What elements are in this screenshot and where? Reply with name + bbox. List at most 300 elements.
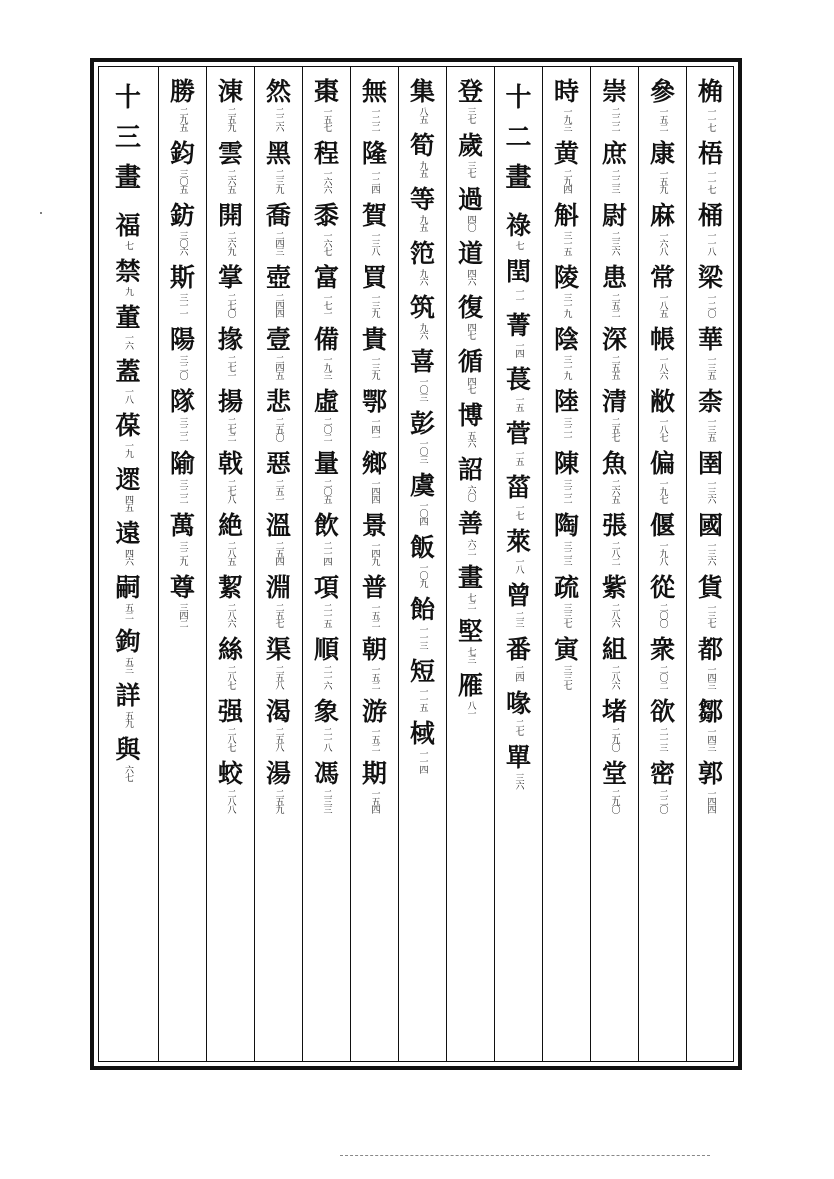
entry-page-number: 三一九 [561,355,572,379]
entry-page-number: 二五〇 [273,417,284,441]
index-entry [218,78,243,131]
index-entry [554,574,579,627]
entry-page-number: 二八五 [225,541,236,565]
entry-character: 隊 [169,387,195,416]
index-column-9 [302,66,350,1062]
index-entry [458,618,483,663]
index-entry [314,388,339,441]
entry-page-number: 二四三 [273,231,284,255]
index-entry [115,682,140,727]
entry-character: 博 [457,401,483,430]
entry-character: 壺 [265,263,291,292]
entry-character: 萇 [505,365,531,394]
entry-page-number: 九六 [417,269,428,285]
entry-page-number: 一五九 [657,169,668,193]
entry-page-number: 五九 [122,711,133,727]
entry-character: 國 [697,511,723,540]
entry-character: 掌 [217,263,243,292]
index-entry [314,326,339,379]
index-entry [410,348,435,401]
entry-character: 堵 [601,697,627,726]
entry-character: 崇 [601,77,627,106]
entry-page-number: 二四四 [273,293,284,317]
entry-character: 菑 [505,473,531,502]
entry-character: 庶 [601,139,627,168]
entry-character: 喙 [505,689,531,718]
entry-page-number: 一一五 [417,687,428,711]
index-entry [410,472,435,525]
index-entry [362,512,387,565]
entry-page-number: 三六 [513,773,524,789]
entry-page-number: 二三 [513,611,524,627]
entry-character: 涷 [217,77,243,106]
index-entry [266,450,291,503]
entry-character: 單 [505,743,531,772]
index-column-12 [158,66,206,1062]
entry-character: 葆 [115,411,141,440]
entry-character: 無 [361,77,387,106]
entry-page-number: 一三九 [369,293,380,317]
entry-character: 祿 [505,211,531,240]
entry-character: 時 [553,77,579,106]
entry-character: 黍 [313,201,339,230]
index-entry [410,78,435,123]
entry-character: 蛟 [217,759,243,788]
entry-character: 喬 [265,201,291,230]
entry-character: 善 [457,509,483,538]
index-entry [314,264,339,317]
entry-character: 偏 [649,449,675,478]
entry-page-number: 三二三 [561,541,572,565]
index-entry [362,326,387,379]
index-entry [506,582,531,627]
entry-page-number: 二七八 [225,479,236,503]
entry-character: 虛 [313,387,339,416]
entry-character: 普 [361,573,387,602]
index-entry [698,388,723,441]
index-entry [458,672,483,717]
index-entry [218,450,243,503]
entry-character: 寅 [553,635,579,664]
index-entry [266,574,291,627]
entry-page-number: 一五四 [369,789,380,813]
entry-character: 深 [601,325,627,354]
entry-character: 備 [313,325,339,354]
entry-page-number: 三二一 [561,417,572,441]
heading-char: 畫 [114,163,141,193]
index-entry [602,512,627,565]
entry-character: 陽 [169,325,195,354]
index-entry [506,474,531,519]
entry-page-number: 一七一 [321,293,332,317]
index-entry [218,512,243,565]
index-entry [698,140,723,193]
entry-page-number: 四七 [465,377,476,393]
entry-character: 馮 [313,759,339,788]
entry-character: 游 [361,697,387,726]
stroke-count-heading [115,78,141,198]
index-entry [554,326,579,379]
entry-page-number: 二九〇 [609,789,620,813]
entry-character: 麻 [649,201,675,230]
index-entry [170,78,195,131]
index-entry [266,202,291,255]
index-entry [506,744,531,789]
index-entry [458,78,483,123]
entry-character: 絲 [217,635,243,664]
entry-page-number: 一五二 [369,603,380,627]
entry-character: 萊 [505,527,531,556]
entry-character: 福 [115,211,141,240]
index-column-10 [254,66,302,1062]
index-entry [362,574,387,627]
entry-character: 短 [409,657,435,686]
entry-page-number: 一九 [122,441,133,457]
entry-page-number: 二三六 [609,231,620,255]
entry-page-number: 一四九 [369,541,380,565]
index-entry [170,264,195,317]
entry-page-number: 一五七 [321,107,332,131]
entry-page-number: 二二二 [609,107,620,131]
entry-character: 鄉 [361,449,387,478]
entry-page-number: 二八二 [609,541,620,565]
index-entry [218,574,243,627]
entry-page-number: 一三九 [369,355,380,379]
index-entry [698,450,723,503]
entry-page-number: 一六八 [657,231,668,255]
index-entry [506,366,531,411]
heading-char: 十 [114,83,141,113]
entry-page-number: 四七 [465,323,476,339]
entry-character: 鄒 [697,697,723,726]
entry-page-number: 一五二 [657,107,668,131]
entry-character: 登 [457,77,483,106]
entry-character: 喜 [409,347,435,376]
index-entry [362,78,387,131]
entry-character: 量 [313,449,339,478]
entry-character: 貴 [361,325,387,354]
entry-page-number: 三〇六 [177,231,188,255]
entry-page-number: 二五七 [273,603,284,627]
entry-character: 掾 [217,325,243,354]
entry-page-number: 六二 [465,539,476,555]
entry-page-number: 一一四 [417,749,428,773]
index-entry [115,212,140,249]
index-entry [650,512,675,565]
entry-character: 菁 [505,311,531,340]
entry-page-number: 一四三 [705,727,716,751]
index-entry [115,736,140,781]
index-entry [314,760,339,813]
entry-page-number: 八五 [417,107,428,123]
index-entry [602,574,627,627]
index-entry [506,312,531,357]
entry-character: 鄂 [361,387,387,416]
entry-character: 梁 [697,263,723,292]
entry-character: 溫 [265,511,291,540]
entry-character: 鈞 [169,139,195,168]
index-entry [554,512,579,565]
entry-character: 然 [265,77,291,106]
index-entry [266,760,291,813]
entry-character: 景 [361,511,387,540]
entry-character: 集 [409,77,435,106]
entry-page-number: 一一 [513,287,524,303]
index-entry [314,202,339,255]
index-entry [650,760,675,813]
entry-page-number: 二〇〇 [657,603,668,627]
index-entry [314,698,339,751]
index-entry [218,698,243,751]
entry-page-number: 一一八 [705,231,716,255]
entry-page-number: 二三三 [321,789,332,813]
entry-character: 筍 [409,131,435,160]
entry-page-number: 一四一 [369,417,380,441]
index-column-1 [686,66,734,1062]
scan-artifact-line [340,1155,710,1156]
index-entry [115,304,140,349]
heading-char: 三 [114,123,141,153]
entry-character: 循 [457,347,483,376]
entry-character: 彭 [409,409,435,438]
entry-page-number: 一八六 [657,355,668,379]
index-entry [266,698,291,751]
entry-page-number: 二八八 [225,789,236,813]
index-entry [698,512,723,565]
index-entry [554,388,579,441]
index-entry [554,264,579,317]
entry-character: 陰 [553,325,579,354]
entry-page-number: 一四四 [705,789,716,813]
index-entry [314,450,339,503]
entry-character: 貨 [697,573,723,602]
entry-character: 絶 [217,511,243,540]
index-entry [266,388,291,441]
index-entry [506,636,531,681]
entry-page-number: 三一五 [561,231,572,255]
entry-character: 嗣 [115,573,141,602]
entry-page-number: 一七 [513,503,524,519]
entry-character: 陳 [553,449,579,478]
index-entry [602,698,627,751]
entry-page-number: 二八七 [225,727,236,751]
entry-page-number: 四六 [122,549,133,565]
index-entry [362,760,387,813]
index-entry [362,202,387,255]
scan-speck [40,212,42,214]
entry-page-number: 一四三 [705,665,716,689]
entry-page-number: 一五二 [369,665,380,689]
index-entry [698,78,723,131]
index-entry [650,140,675,193]
entry-character: 張 [601,511,627,540]
index-entry [506,528,531,573]
index-entry [362,140,387,193]
entry-page-number: 二七 [513,719,524,735]
index-entry [115,574,140,619]
index-entry [410,410,435,463]
entry-character: 菅 [505,419,531,448]
index-entry [554,202,579,255]
entry-character: 鉤 [115,627,141,656]
entry-character: 魚 [601,449,627,478]
index-entry [218,140,243,193]
entry-character: 詳 [115,681,141,710]
entry-character: 疏 [553,573,579,602]
entry-character: 斛 [553,201,579,230]
index-entry [602,388,627,441]
entry-character: 組 [601,635,627,664]
index-entry [218,388,243,441]
entry-page-number: 二四 [513,665,524,681]
entry-character: 斯 [169,263,195,292]
index-entry [410,132,435,177]
entry-page-number: 三二二 [177,417,188,441]
index-column-8 [350,66,398,1062]
entry-page-number: 四〇 [465,215,476,231]
index-entry [698,202,723,255]
entry-character: 郭 [697,759,723,788]
index-entry [362,388,387,441]
index-entry [602,326,627,379]
entry-character: 常 [649,263,675,292]
index-entry [410,186,435,231]
entry-character: 戟 [217,449,243,478]
index-entry [266,140,291,193]
entry-character: 清 [601,387,627,416]
entry-page-number: 一四四 [369,479,380,503]
index-entry [650,264,675,317]
entry-page-number: 三二〇 [177,355,188,379]
entry-page-number: 二〇二 [657,665,668,689]
entry-page-number: 三二二 [177,479,188,503]
entry-page-number: 七二 [465,593,476,609]
index-entry [650,698,675,751]
entry-page-number: 一三六 [705,541,716,565]
entry-character: 閏 [505,257,531,286]
index-entry [115,258,140,295]
entry-page-number: 二八六 [609,603,620,627]
index-entry [458,456,483,501]
entry-page-number: 一三七 [705,603,716,627]
index-entry [266,264,291,317]
index-entry [602,78,627,131]
entry-page-number: 二〇二 [321,417,332,441]
index-entry [650,636,675,689]
entry-page-number: 八一 [465,701,476,717]
entry-character: 富 [313,263,339,292]
index-column-13 [98,66,158,1062]
entry-character: 程 [313,139,339,168]
entry-page-number: 五二 [122,603,133,619]
entry-page-number: 一五二 [369,727,380,751]
index-entry [218,760,243,813]
index-entry [218,202,243,255]
stroke-count-heading [505,78,531,198]
index-entry [362,264,387,317]
entry-page-number: 三三七 [561,603,572,627]
index-entry [602,760,627,813]
index-entry [170,388,195,441]
index-entry [458,348,483,393]
index-entry [410,720,435,773]
entry-page-number: 六〇 [465,485,476,501]
entry-character: 揚 [217,387,243,416]
entry-character: 蓋 [115,357,141,386]
index-entry [650,450,675,503]
index-columns [98,66,734,1062]
entry-character: 曾 [505,581,531,610]
index-entry [115,466,140,511]
entry-page-number: 二八六 [225,603,236,627]
entry-page-number: 一五 [513,395,524,411]
index-entry [506,420,531,465]
entry-page-number: 一三六 [705,479,716,503]
index-entry [115,520,140,565]
index-entry [698,574,723,627]
entry-page-number: 一〇九 [417,563,428,587]
entry-character: 從 [649,573,675,602]
entry-character: 道 [457,239,483,268]
index-entry [602,140,627,193]
entry-page-number: 二七一 [225,355,236,379]
entry-page-number: 一〇三 [417,377,428,401]
entry-page-number: 五六 [465,431,476,447]
entry-character: 渴 [265,697,291,726]
entry-page-number: 一八七 [657,417,668,441]
entry-page-number: 一六 [122,333,133,349]
entry-character: 密 [649,759,675,788]
index-entry [362,450,387,503]
entry-character: 桶 [697,201,723,230]
entry-character: 畫 [457,563,483,592]
entry-character: 期 [361,759,387,788]
entry-character: 笵 [409,239,435,268]
entry-page-number: 二六五 [609,479,620,503]
index-entry [266,78,291,131]
index-entry [506,690,531,735]
entry-character: 歲 [457,131,483,160]
entry-page-number: 九六 [417,323,428,339]
entry-page-number: 七 [122,241,133,249]
index-entry [314,78,339,131]
index-entry [170,326,195,379]
index-entry [458,294,483,339]
entry-page-number: 三二二 [561,479,572,503]
entry-character: 遝 [115,465,141,494]
entry-page-number: 二五九 [273,789,284,813]
entry-page-number: 二一四 [321,541,332,565]
entry-character: 敝 [649,387,675,416]
entry-page-number: 一九八 [657,541,668,565]
entry-character: 隆 [361,139,387,168]
index-column-6 [446,66,494,1062]
heading-char: 畫 [505,163,532,193]
index-entry [602,264,627,317]
entry-character: 詔 [457,455,483,484]
entry-page-number: 二五二 [609,293,620,317]
index-entry [698,264,723,317]
entry-character: 棫 [409,719,435,748]
entry-character: 買 [361,263,387,292]
entry-page-number: 一八五 [657,293,668,317]
index-column-2 [638,66,686,1062]
entry-character: 等 [409,185,435,214]
entry-page-number: 二五九 [225,107,236,131]
entry-page-number: 一三五 [705,355,716,379]
index-entry [314,140,339,193]
entry-page-number: 七 [513,241,524,249]
